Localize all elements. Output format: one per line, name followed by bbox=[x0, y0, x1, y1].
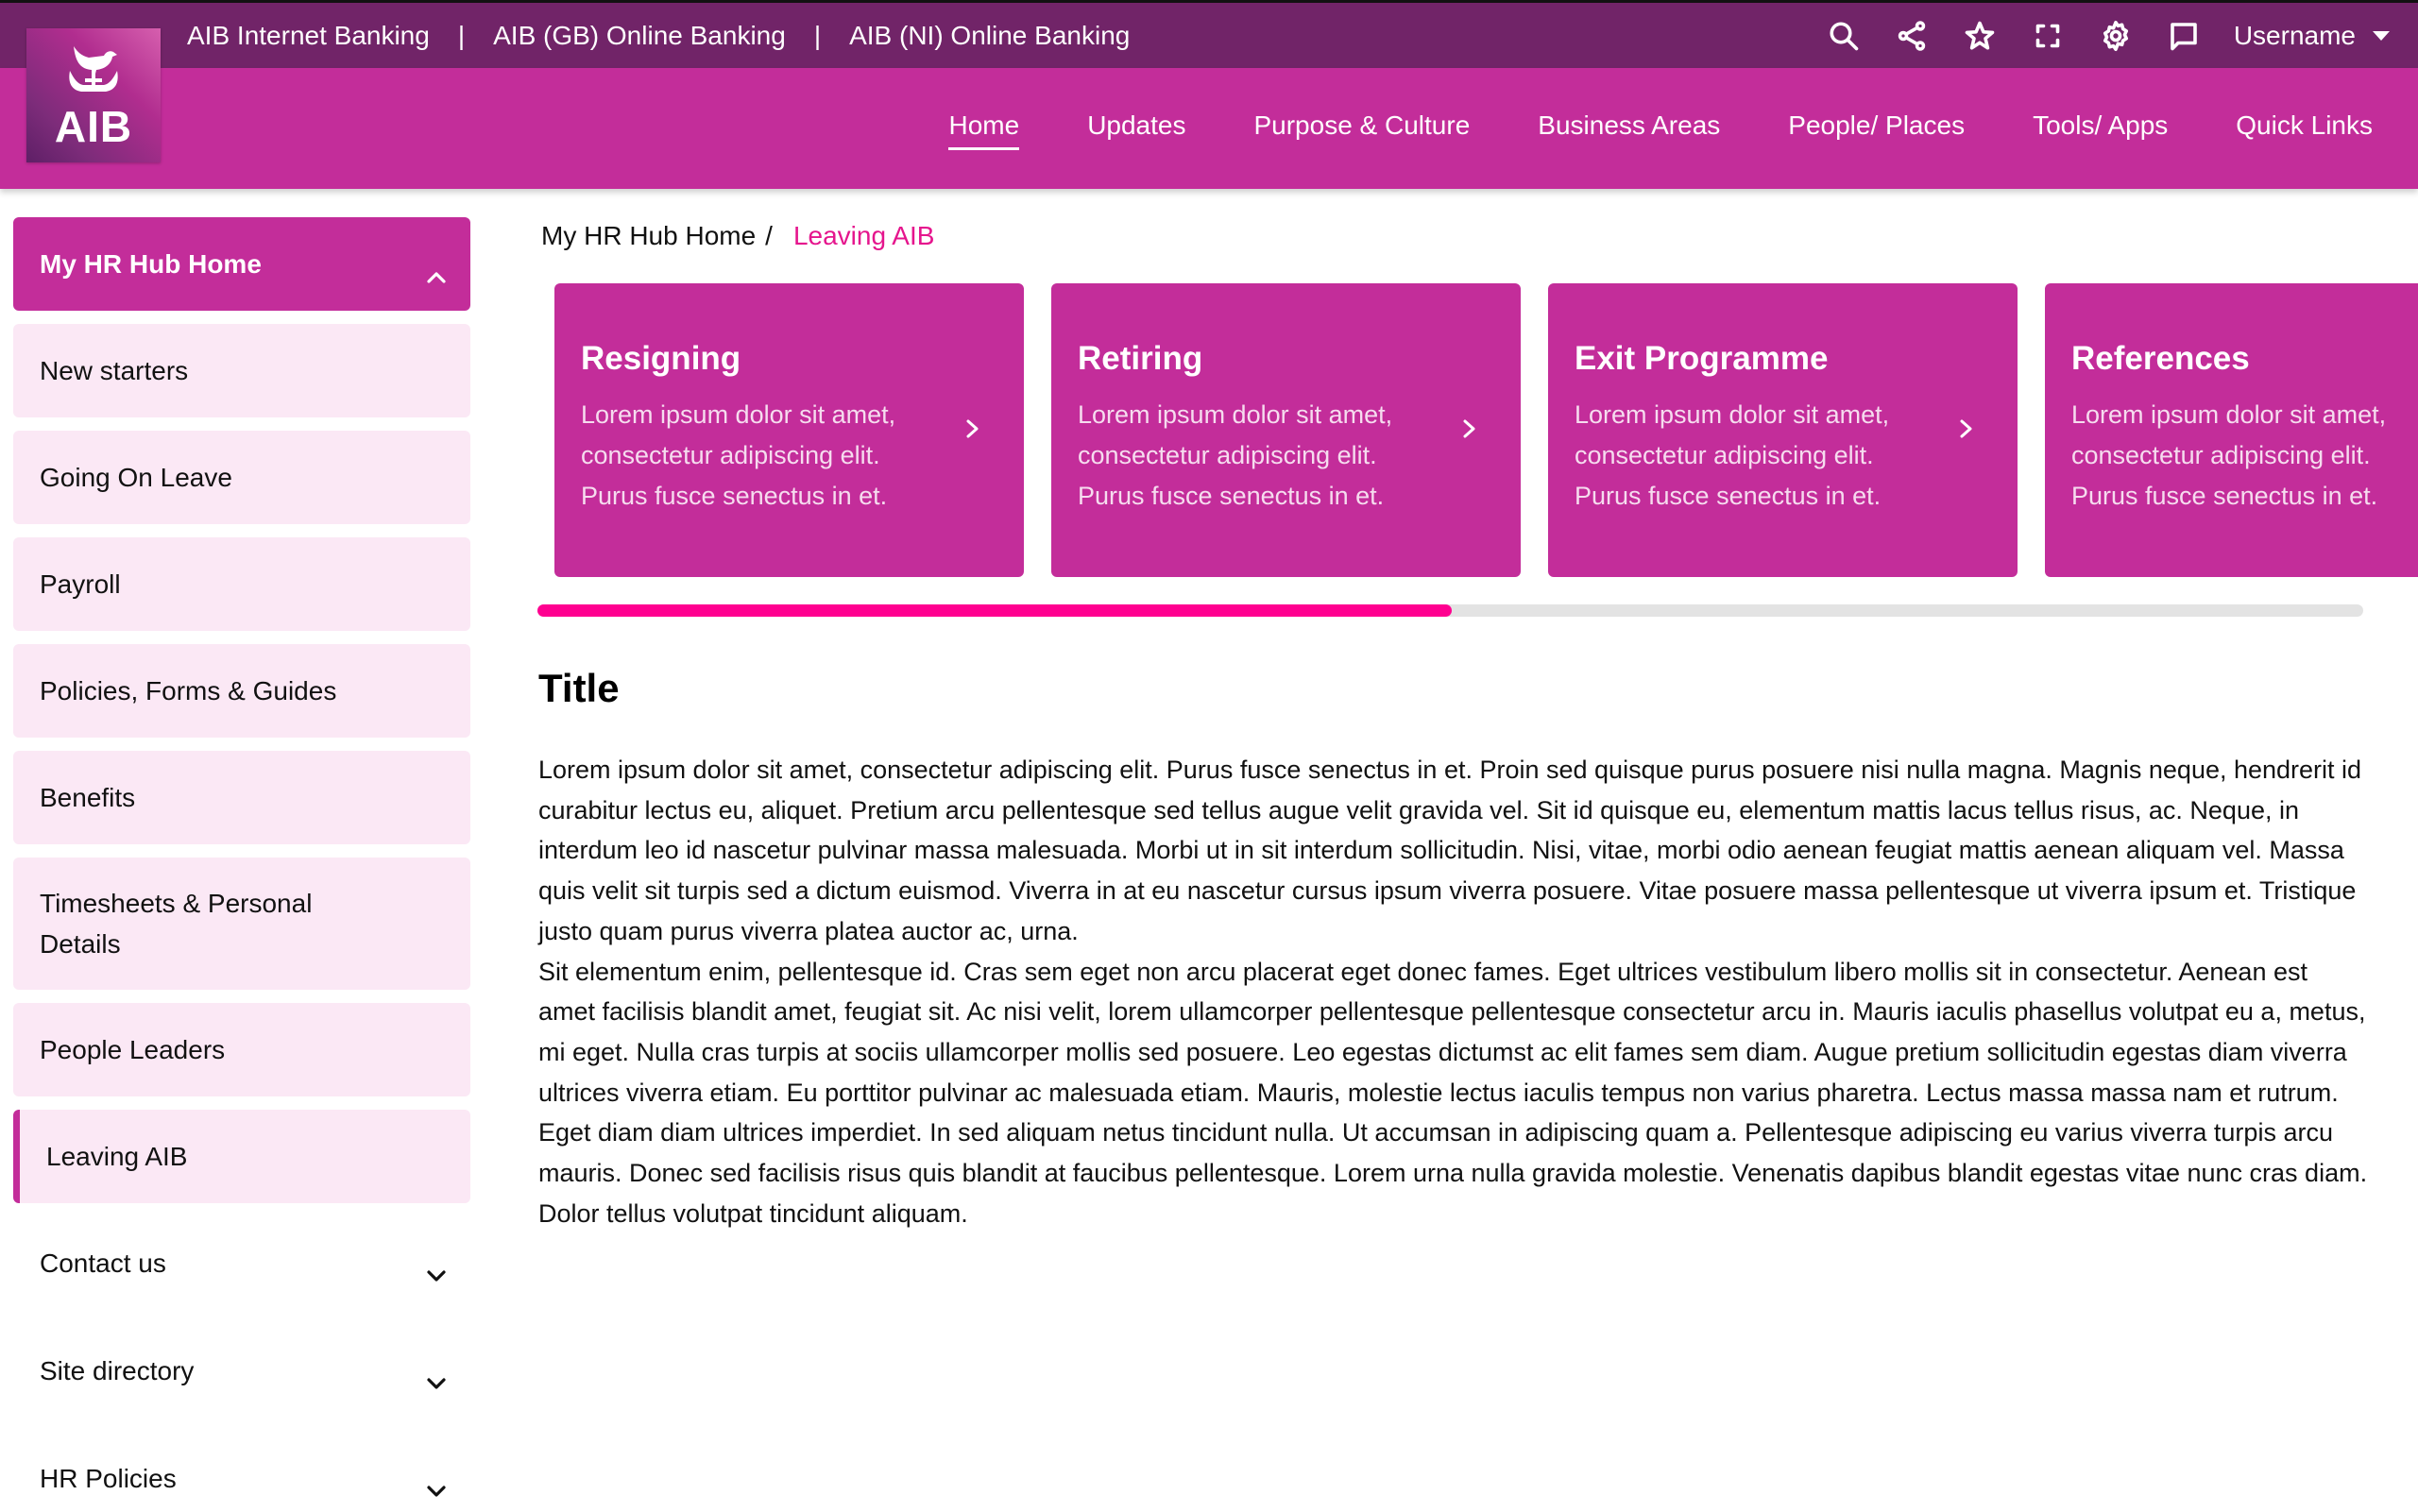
main-nav bbox=[948, 68, 2373, 189]
separator: | bbox=[813, 20, 822, 50]
chevron-down-icon[interactable] bbox=[425, 1362, 444, 1381]
ark-dove-icon bbox=[60, 42, 127, 103]
nav-quick-links[interactable]: Quick Links bbox=[2236, 110, 2373, 140]
sidebar-item-label: Timesheets & Personal Details bbox=[40, 888, 313, 959]
sidebar-item-label: Site directory bbox=[40, 1356, 195, 1386]
breadcrumb-home-link[interactable]: My HR Hub Home bbox=[541, 221, 757, 250]
sidebar-item-label: New starters bbox=[40, 355, 189, 385]
link-aib-internet-banking[interactable]: AIB Internet Banking bbox=[187, 20, 430, 50]
caret-down-icon bbox=[2373, 31, 2390, 41]
nav-tools-apps[interactable]: Tools/ Apps bbox=[2033, 110, 2169, 140]
article-paragraph: Eget diam diam ultrices imperdiet. In sed aliquam netus tincidunt nulla. Ut accumsan in adipiscing quam a. Pellentesque adipiscing eu varius viverra turpis arcu mauris. Donec sed facilisis risus quis blandit at faucibus pellentesque. Lorem urna nulla gravida molestie. Venenatis dapibus blandit egestas vitae nunc cras diam. Dolor tellus volutpat tincidunt aliquam. bbox=[538, 1118, 2368, 1228]
sidebar-item-label: Leaving AIB bbox=[46, 1141, 188, 1171]
breadcrumb-separator: / bbox=[765, 221, 773, 250]
banking-links bbox=[187, 3, 1130, 68]
aib-logo[interactable] bbox=[26, 28, 161, 162]
sidebar-item-policies-forms-guides[interactable] bbox=[13, 644, 470, 738]
sidebar-expandable-hr-policies[interactable] bbox=[13, 1432, 470, 1512]
sidebar-header-label: My HR Hub Home bbox=[40, 248, 262, 279]
carousel-scrollbar-thumb[interactable] bbox=[537, 604, 1452, 617]
card-exit-programme[interactable] bbox=[1548, 283, 2018, 577]
article-title: Title bbox=[538, 666, 620, 710]
share-icon[interactable] bbox=[1894, 18, 1930, 54]
search-icon[interactable] bbox=[1826, 18, 1862, 54]
chevron-down-icon[interactable] bbox=[425, 1470, 444, 1488]
chevron-right-icon[interactable] bbox=[1957, 416, 1980, 444]
sidebar-item-going-on-leave[interactable] bbox=[13, 431, 470, 524]
utility-icons bbox=[1826, 3, 2390, 68]
chevron-right-icon[interactable] bbox=[1460, 416, 1483, 444]
sidebar-item-payroll[interactable] bbox=[13, 537, 470, 631]
card-title: Resigning bbox=[581, 340, 741, 377]
sidebar-item-timesheets-personal-details[interactable] bbox=[13, 858, 470, 990]
chevron-down-icon[interactable] bbox=[425, 1254, 444, 1273]
sidebar-item-label: Contact us bbox=[40, 1249, 166, 1279]
sidebar-item-label: HR Policies bbox=[40, 1464, 177, 1494]
user-menu[interactable] bbox=[2234, 21, 2390, 51]
card-retiring[interactable] bbox=[1051, 283, 1521, 577]
chevron-up-icon[interactable] bbox=[425, 255, 444, 274]
card-text: Lorem ipsum dolor sit amet, consectetur adipiscing elit. Purus fusce senectus in et. bbox=[2071, 400, 2387, 510]
sidebar-item-benefits[interactable] bbox=[13, 751, 470, 844]
sidebar-item-label: Policies, Forms & Guides bbox=[40, 675, 337, 705]
username-label: Username bbox=[2233, 20, 2356, 50]
sidebar-item-label: People Leaders bbox=[40, 1034, 226, 1064]
breadcrumb bbox=[541, 217, 934, 255]
sidebar-expandable-site-directory[interactable] bbox=[13, 1324, 470, 1419]
card-text: Lorem ipsum dolor sit amet, consectetur adipiscing elit. Purus fusce senectus in et. bbox=[581, 400, 896, 510]
nav-people-places[interactable]: People/ Places bbox=[1788, 110, 1966, 140]
link-aib-gb-online-banking[interactable]: AIB (GB) Online Banking bbox=[493, 20, 786, 50]
nav-purpose-culture[interactable]: Purpose & Culture bbox=[1253, 110, 1471, 140]
sidebar-header-my-hr-hub-home[interactable] bbox=[13, 217, 470, 311]
star-icon[interactable] bbox=[1962, 18, 1998, 54]
top-utility-bar bbox=[0, 0, 2418, 68]
link-aib-ni-online-banking[interactable]: AIB (NI) Online Banking bbox=[849, 20, 1131, 50]
separator: | bbox=[457, 20, 466, 50]
card-resigning[interactable] bbox=[554, 283, 1024, 577]
sidebar-item-new-starters[interactable] bbox=[13, 324, 470, 417]
sidebar-item-people-leaders[interactable] bbox=[13, 1003, 470, 1096]
nav-home[interactable]: Home bbox=[948, 110, 1019, 146]
nav-business-areas[interactable]: Business Areas bbox=[1538, 110, 1721, 140]
sidebar-item-label: Payroll bbox=[40, 569, 121, 599]
logo-wordmark: AIB bbox=[54, 102, 133, 151]
gear-icon[interactable] bbox=[2098, 18, 2134, 54]
sidebar-item-label: Going On Leave bbox=[40, 462, 232, 492]
article bbox=[538, 661, 2371, 1233]
breadcrumb-current: Leaving AIB bbox=[792, 221, 935, 250]
main-nav-bar bbox=[0, 68, 2418, 189]
topic-cards-carousel bbox=[554, 283, 2418, 578]
card-text: Lorem ipsum dolor sit amet, consectetur adipiscing elit. Purus fusce senectus in et. bbox=[1575, 400, 1890, 510]
sidebar-expandable-contact-us[interactable] bbox=[13, 1216, 470, 1311]
nav-updates[interactable]: Updates bbox=[1087, 110, 1186, 140]
sidebar-item-leaving-aib[interactable] bbox=[13, 1110, 470, 1203]
card-references[interactable] bbox=[2045, 283, 2418, 577]
chat-icon[interactable] bbox=[2166, 18, 2202, 54]
chevron-right-icon[interactable] bbox=[963, 416, 986, 444]
card-title: References bbox=[2071, 340, 2250, 377]
sidebar bbox=[13, 217, 470, 1512]
carousel-scrollbar[interactable] bbox=[537, 604, 2363, 617]
card-text: Lorem ipsum dolor sit amet, consectetur adipiscing elit. Purus fusce senectus in et. bbox=[1078, 400, 1393, 510]
fullscreen-icon[interactable] bbox=[2030, 18, 2066, 54]
card-title: Retiring bbox=[1078, 340, 1203, 377]
article-paragraph: Sit elementum enim, pellentesque id. Cras sem eget non arcu placerat eget donec fames. Eget ultrices vestibulum libero mollis sit in consectetur. Aenean est amet facilisis blandit amet, feugiat sit. Ac nisi velit, lorem ullamcorper pellentesque pellentesque consectetur arcu in. Mauris iaculis phasellus volutpat eu a, metus, mi eget. Nulla cras turpis at sociis ullamcorper mollis sed posuere. Leo egestas dictumst ac elit fames sem diam. Augue pretium sollicitudin egestas diam viverra ultrices viverra etiam. Eu porttitor pulvinar ac malesuada etiam. Mauris, molestie lectus iaculis tempus non varius pharetra. Lectus massa massa nam et rutrum. bbox=[538, 957, 2366, 1107]
article-paragraph: Lorem ipsum dolor sit amet, consectetur adipiscing elit. Purus fusce senectus in et. Proin sed quisque purus posuere nisi nulla magna. Magnis neque, hendrerit id curabitur lectus eu, aliquet. Pretium arcu pellentesque sed tellus augue velit gravida vel. Sit id quisque eu, elementum mattis lacus tellus risus, ac. Neque, in interdum leo id nascetur pulvinar massa malesuada. Morbi ut in sit interdum sollicitudin. Nisi, vitae, morbi odio aenean feugiat mattis aenean aliquam vel. Massa quis velit sit turpis sed a dictum euismod. Viverra in at eu nascetur cursus ipsum viverra posuere. Vitae posuere massa pellentesque ut viverra ipsum et. Tristique justo quam purus viverra platea auctor ac, urna. bbox=[538, 756, 2362, 945]
card-title: Exit Programme bbox=[1575, 340, 1829, 377]
sidebar-item-label: Benefits bbox=[40, 782, 136, 812]
